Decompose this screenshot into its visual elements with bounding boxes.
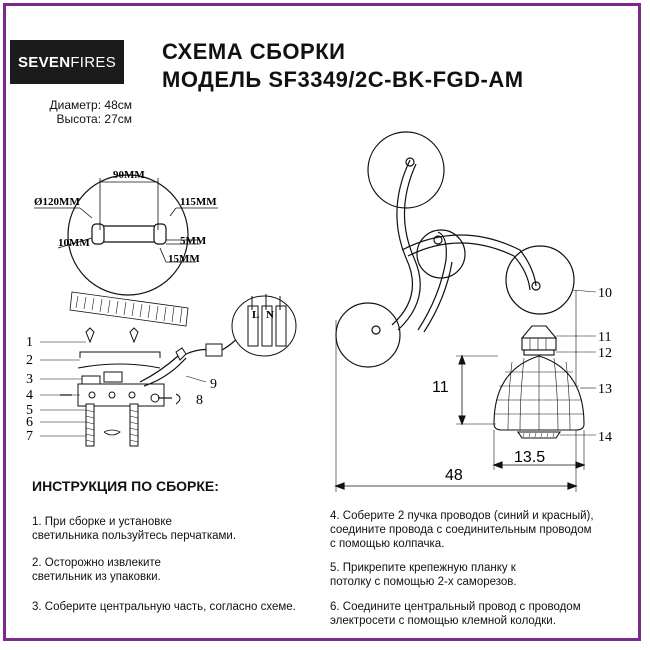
instruction-step-5: 5. Прикрепите крепежную планку к потолку с помощью 2-х саморезов. bbox=[330, 562, 517, 588]
brand-bold: SEVEN bbox=[17, 53, 71, 71]
part-number-2: 2 bbox=[26, 353, 33, 368]
part-number-3: 3 bbox=[26, 372, 33, 387]
wire-label-l: L bbox=[252, 309, 260, 321]
dim-48: 48 bbox=[445, 467, 463, 484]
dim-11: 11 bbox=[432, 379, 449, 396]
dim-115mm: 115MM bbox=[180, 196, 217, 208]
dim-120mm: Ø120MM bbox=[34, 196, 80, 208]
part-number-13: 13 bbox=[598, 382, 612, 397]
wire-label-n: N bbox=[266, 309, 274, 321]
dim-13-5: 13.5 bbox=[514, 449, 546, 466]
instructions-heading: ИНСТРУКЦИЯ ПО СБОРКЕ: bbox=[32, 478, 219, 494]
instruction-step-2: 2. Осторожно извлеките светильник из упаковки. bbox=[32, 557, 161, 583]
dim-90mm: 90MM bbox=[113, 169, 145, 181]
title-line-1: СХЕМА СБОРКИ bbox=[162, 39, 346, 64]
part-number-7: 7 bbox=[26, 429, 33, 444]
part-number-12: 12 bbox=[598, 346, 612, 361]
lamp-detail bbox=[336, 132, 596, 492]
part-number-14: 14 bbox=[598, 430, 612, 445]
instruction-step-1: 1. При сборке и установке светильника пользуйтесь перчатками. bbox=[32, 516, 237, 542]
diameter-text: Диаметр: 48см bbox=[49, 98, 132, 112]
part-number-6: 6 bbox=[26, 415, 33, 430]
dim-10mm: 10MM bbox=[58, 237, 90, 249]
part-number-1: 1 bbox=[26, 335, 33, 350]
dim-15mm: 15MM bbox=[168, 253, 200, 265]
shade-part-numbers bbox=[598, 330, 612, 445]
part-number-8: 8 bbox=[196, 393, 203, 408]
height-text: Высота: 27см bbox=[56, 112, 132, 126]
part-number-10: 10 bbox=[598, 286, 612, 301]
part-number-4: 4 bbox=[26, 388, 33, 403]
part-number-11: 11 bbox=[598, 330, 612, 345]
instruction-step-6: 6. Соедините центральный провод с проводом электросети с помощью клемной колодки. bbox=[330, 601, 581, 627]
dim-5mm: 5MM bbox=[180, 235, 207, 247]
title-line-2: МОДЕЛЬ SF3349/2C-BK-FGD-AM bbox=[162, 67, 524, 92]
brand-rest: FIRES bbox=[70, 53, 117, 71]
part-number-9: 9 bbox=[210, 377, 217, 392]
part-number-5: 5 bbox=[26, 403, 33, 418]
instruction-step-4: 4. Соберите 2 пучка проводов (синий и красный), соедините провода с соединительным проводом с помощью колпачка. bbox=[330, 510, 594, 550]
instruction-step-3: 3. Соберите центральную часть, согласно схеме. bbox=[32, 601, 296, 613]
